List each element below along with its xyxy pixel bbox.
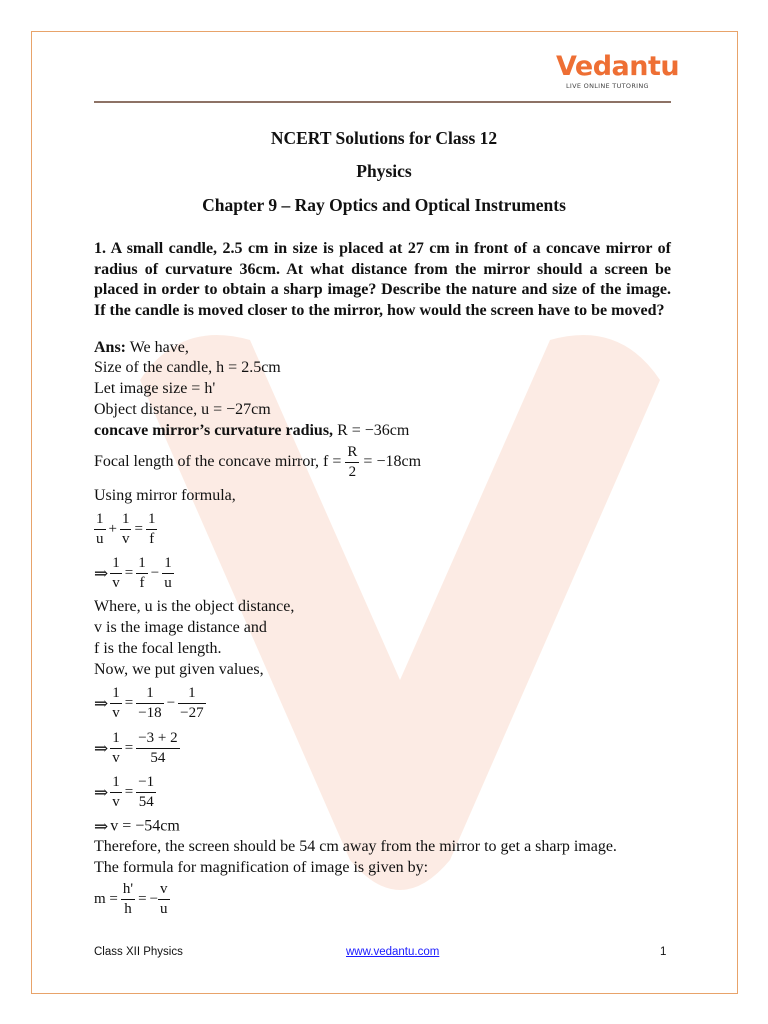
frac-den: u [164, 575, 172, 591]
logo-wordmark: Vedantu [556, 51, 680, 82]
focal-value: = −18cm [363, 453, 422, 471]
equals-sign: = [124, 740, 134, 756]
frac-num: −1 [136, 773, 156, 793]
frac-num: 1 [110, 773, 122, 793]
rearranged-formula [94, 554, 174, 593]
frac-1-over-v [120, 510, 132, 549]
implies-arrow-icon: ⇒ [94, 693, 109, 713]
frac-den: v [112, 575, 120, 591]
frac-1-over-v [110, 773, 122, 812]
mirror-formula-intro: Using mirror formula, [94, 487, 236, 504]
frac-num: 1 [120, 510, 132, 530]
frac-num: h' [121, 880, 135, 900]
page-number: 1 [660, 946, 667, 958]
frac-num: v [158, 880, 170, 900]
where-f-line: f is the focal length. [94, 640, 222, 657]
frac-num: 1 [110, 684, 122, 704]
frac-den: −27 [180, 705, 204, 721]
frac-num: −3 + 2 [136, 729, 179, 749]
frac-1-over-u [162, 554, 174, 593]
magnification-formula [94, 880, 170, 919]
frac-num: 1 [110, 729, 122, 749]
focal-label: Focal length of the concave mirror, f = [94, 453, 342, 471]
frac-sum-over-54 [136, 729, 179, 768]
frac-1-over-v [110, 729, 122, 768]
substitution-intro: Now, we put given values, [94, 661, 264, 678]
radius-value: R = −36cm [333, 422, 410, 439]
equals-sign: = [134, 521, 143, 537]
image-distance-result [94, 817, 180, 837]
footer-website-link[interactable] [346, 946, 439, 958]
frac-den: f [149, 531, 155, 547]
radius-line [94, 422, 409, 440]
frac-den: h [124, 901, 132, 917]
frac-num: R [345, 443, 359, 463]
equals-sign: = [124, 784, 134, 800]
frac-1-over-v [110, 554, 122, 593]
frac-den: v [112, 750, 120, 766]
result-value: v = −54cm [110, 817, 180, 835]
equals-sign: = [138, 891, 147, 907]
combined-equation [94, 729, 180, 768]
where-u-line: Where, u is the object distance, [94, 598, 295, 615]
chapter-heading: Chapter 9 – Ray Optics and Optical Instruments [202, 195, 566, 215]
frac-neg1-over-54 [136, 773, 156, 812]
website-link-text[interactable]: www.vedantu.com [346, 946, 440, 958]
question-1-text: 1. A small candle, 2.5 cm in size is placed at 27 cm in front of a concave mirror of radius of curvature 36cm. At what distance from the mirror should a screen be placed in order to obtain a sharp image? Describe the nature and size of the image. If the candle is moved closer to the mirror, how would the screen have to be moved? [94, 240, 671, 320]
equals-sign: = [124, 695, 134, 711]
frac-num: 1 [146, 510, 158, 530]
minus-sign: − [166, 695, 176, 711]
document-title: NCERT Solutions for Class 12 [270, 128, 498, 148]
radius-label: concave mirror’s curvature radius, [94, 422, 334, 439]
frac-1-over-u [94, 510, 106, 549]
frac-den: u [160, 901, 168, 917]
frac-hprime-over-h [121, 880, 135, 919]
frac-num: 1 [94, 510, 106, 530]
focal-length-line [94, 443, 421, 482]
answer-intro [94, 339, 189, 357]
conclusion-line: Therefore, the screen should be 54 cm away from the mirror to get a sharp image. [94, 838, 617, 855]
frac-1-over-v [110, 684, 122, 723]
minus-sign: − [150, 565, 160, 581]
where-v-line: v is the image distance and [94, 619, 267, 636]
frac-num: 1 [178, 684, 205, 704]
frac-1-over-f [146, 510, 158, 549]
frac-num: 1 [136, 684, 163, 704]
frac-den: v [121, 531, 130, 547]
implies-arrow-icon: ⇒ [94, 817, 109, 836]
ans-text: We have, [126, 339, 189, 356]
header-divider [94, 101, 671, 103]
magnification-intro: The formula for magnification of image is given by: [94, 859, 429, 876]
frac-den: −18 [138, 705, 162, 721]
frac-den: f [139, 575, 145, 591]
frac-1-over-neg27 [178, 684, 205, 723]
ans-label: Ans: [94, 339, 127, 356]
frac-v-over-u [158, 880, 170, 919]
footer-class-label: Class XII Physics [94, 946, 183, 958]
object-distance-line: Object distance, u = −27cm [94, 401, 271, 418]
frac-den: u [96, 531, 104, 547]
m-equals: m = [94, 891, 118, 907]
subject-heading: Physics [356, 161, 412, 181]
implies-arrow-icon: ⇒ [94, 563, 109, 583]
equals-sign: = [124, 565, 134, 581]
frac-den: 2 [348, 464, 357, 480]
fraction-r-over-2 [345, 443, 359, 482]
frac-den: v [112, 794, 120, 810]
simplified-equation [94, 773, 156, 812]
frac-1-over-f [136, 554, 148, 593]
minus-sign: − [149, 891, 159, 907]
logo-tagline: LIVE ONLINE TUTORING [566, 82, 649, 90]
mirror-formula-equation [94, 510, 157, 549]
frac-1-over-neg18 [136, 684, 163, 723]
frac-num: 1 [136, 554, 148, 574]
candle-size-line: Size of the candle, h = 2.5cm [94, 359, 281, 376]
plus-sign: + [108, 521, 117, 537]
image-size-line: Let image size = h' [94, 380, 216, 397]
implies-arrow-icon: ⇒ [94, 782, 109, 802]
frac-den: 54 [138, 794, 154, 810]
vedantu-logo [556, 51, 680, 90]
frac-den: 54 [150, 750, 166, 766]
frac-num: 1 [162, 554, 174, 574]
substituted-equation [94, 684, 206, 723]
frac-num: 1 [110, 554, 122, 574]
implies-arrow-icon: ⇒ [94, 738, 109, 758]
frac-den: v [112, 705, 120, 721]
